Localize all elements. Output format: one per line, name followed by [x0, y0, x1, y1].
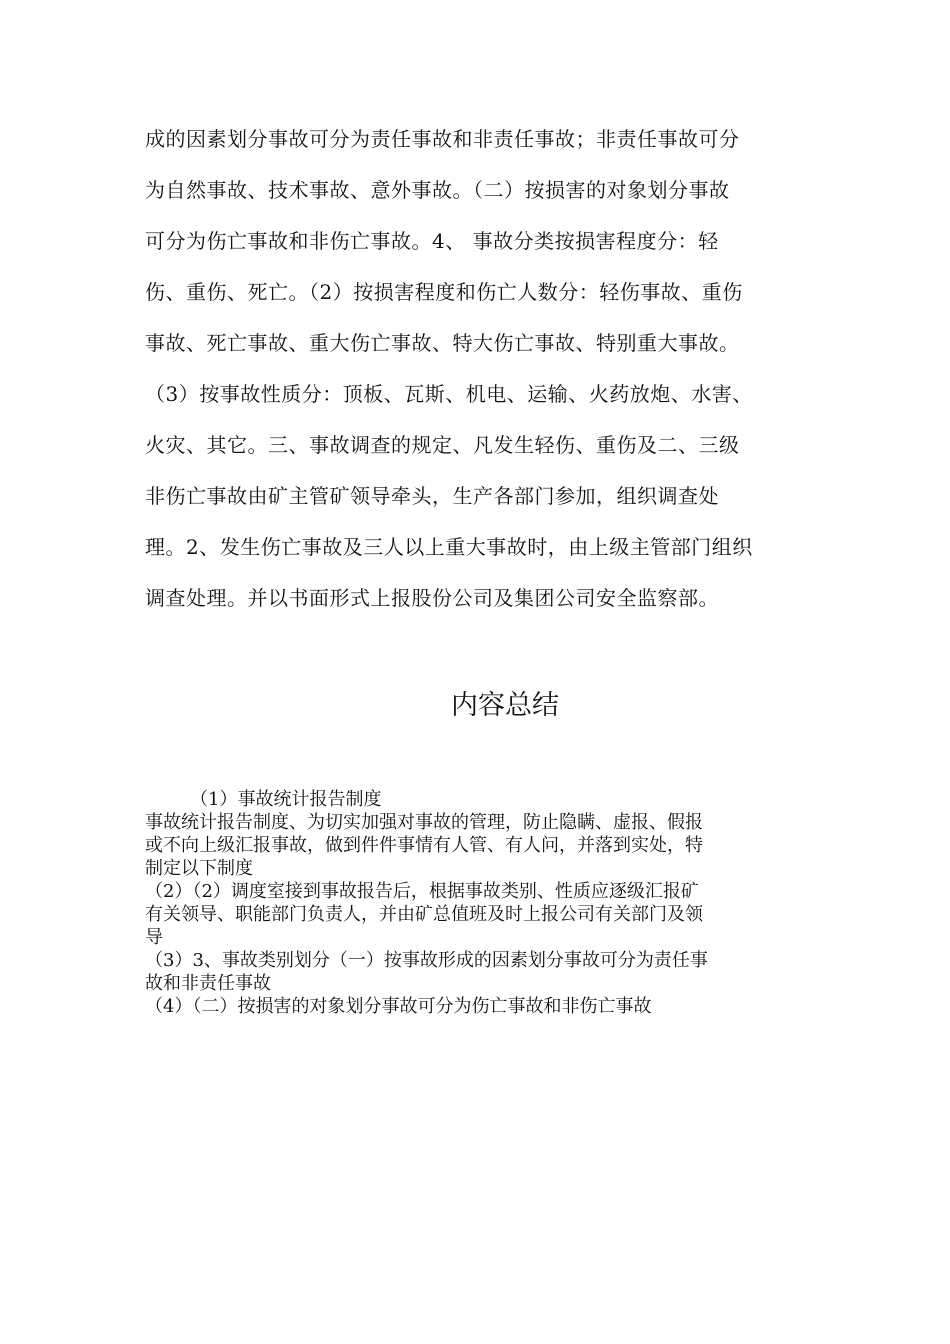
body-line: 非伤亡事故由矿主管矿领导牵头，生产各部门参加，组织调查处 — [145, 484, 719, 508]
body-line: 火灾、其它。三、事故调查的规定、凡发生轻伤、重伤及二、三级 — [145, 433, 740, 457]
summary-line: 导 — [145, 927, 163, 948]
summary-section — [145, 788, 825, 1018]
body-line: 事故、死亡事故、重大伤亡事故、特大伤亡事故、特别重大事故。 — [145, 331, 740, 355]
body-line: 调查处理。并以书面形式上报股份公司及集团公司安全监察部。 — [145, 586, 719, 610]
summary-item-heading: （1）事故统计报告制度 — [190, 789, 382, 810]
body-line: （3）按事故性质分：顶板、瓦斯、机电、运输、火药放炮、水害、 — [145, 382, 753, 406]
body-line: 伤、重伤、死亡。（2）按损害程度和伤亡人数分：轻伤事故、重伤 — [145, 280, 743, 304]
body-line: 可分为伤亡事故和非伤亡事故。4、 事故分类按损害程度分：轻 — [145, 229, 719, 253]
summary-line: 有关领导、职能部门负责人，并由矿总值班及时上报公司有关部门及领 — [145, 904, 703, 925]
summary-heading: 内容总结 — [451, 690, 559, 721]
summary-line: （2）（2）调度室接到事故报告后，根据事故类别、性质应逐级汇报矿 — [145, 881, 699, 902]
body-paragraph — [145, 114, 815, 624]
summary-line: 或不向上级汇报事故，做到件件事情有人管、有人问，并落到实处，特 — [145, 835, 703, 856]
body-line: 理。2、发生伤亡事故及三人以上重大事故时，由上级主管部门组织 — [145, 535, 753, 559]
summary-line: （4）（二）按损害的对象划分事故可分为伤亡事故和非伤亡事故 — [145, 996, 652, 1017]
summary-line: 故和非责任事故 — [145, 973, 271, 994]
body-line: 成的因素划分事故可分为责任事故和非责任事故；非责任事故可分 — [145, 127, 740, 151]
summary-line: （3）3、事故类别划分（一）按事故形成的因素划分事故可分为责任事 — [145, 950, 708, 971]
summary-line: 事故统计报告制度、为切实加强对事故的管理，防止隐瞒、虚报、假报 — [145, 812, 703, 833]
body-line: 为自然事故、技术事故、意外事故。（二）按损害的对象划分事故 — [145, 178, 730, 202]
summary-line: 制定以下制度 — [145, 858, 253, 879]
